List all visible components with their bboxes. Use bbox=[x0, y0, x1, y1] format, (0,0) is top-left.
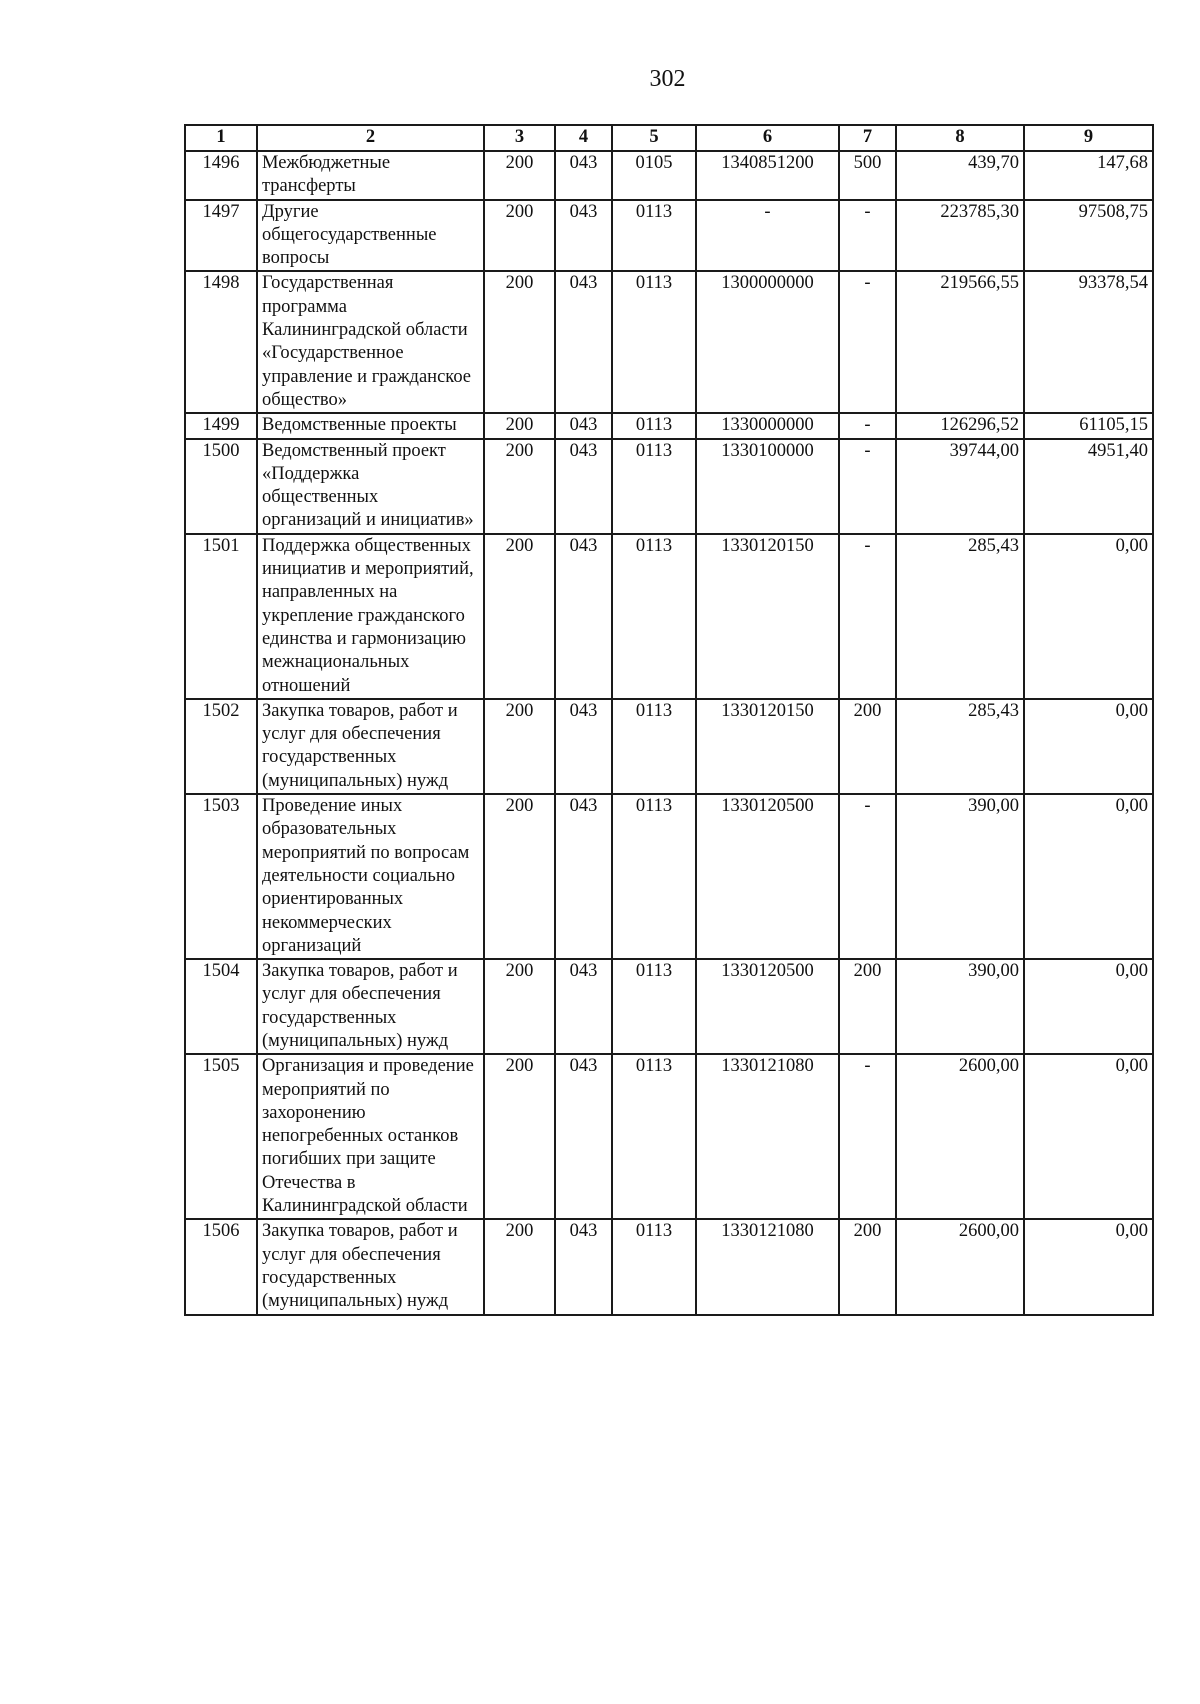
table-row bbox=[185, 413, 1153, 438]
row-name: Проведение иных образовательных мероприятий по вопросам деятельности социально ориентированных некоммерческих организаций bbox=[257, 794, 484, 959]
row-name: Закупка товаров, работ и услуг для обеспечения государственных (муниципальных) нужд bbox=[257, 1219, 484, 1314]
cell-col9: 0,00 bbox=[1024, 534, 1153, 699]
table-row bbox=[185, 794, 1153, 959]
cell-col6: - bbox=[696, 200, 839, 272]
cell-col3: 200 bbox=[484, 534, 555, 699]
cell-col4: 043 bbox=[555, 271, 612, 413]
cell-col6: 1330120500 bbox=[696, 959, 839, 1054]
cell-col8: 390,00 bbox=[896, 794, 1024, 959]
cell-col7: 200 bbox=[839, 959, 896, 1054]
cell-col4: 043 bbox=[555, 794, 612, 959]
cell-col7: 200 bbox=[839, 1219, 896, 1314]
cell-col6: 1330120150 bbox=[696, 699, 839, 794]
row-name: Закупка товаров, работ и услуг для обеспечения государственных (муниципальных) нужд bbox=[257, 699, 484, 794]
cell-col7: 200 bbox=[839, 699, 896, 794]
header-row bbox=[185, 125, 1153, 151]
cell-col6: 1330120150 bbox=[696, 534, 839, 699]
cell-col3: 200 bbox=[484, 439, 555, 534]
cell-col9: 0,00 bbox=[1024, 794, 1153, 959]
cell-col6: 1330120500 bbox=[696, 794, 839, 959]
cell-col8: 2600,00 bbox=[896, 1054, 1024, 1219]
table-row bbox=[185, 151, 1153, 200]
cell-col6: 1330121080 bbox=[696, 1219, 839, 1314]
cell-col5: 0113 bbox=[612, 794, 696, 959]
cell-col7: - bbox=[839, 271, 896, 413]
column-header: 5 bbox=[612, 125, 696, 151]
column-header: 3 bbox=[484, 125, 555, 151]
cell-col9: 93378,54 bbox=[1024, 271, 1153, 413]
cell-col5: 0113 bbox=[612, 1054, 696, 1219]
page-number: 302 bbox=[649, 66, 686, 92]
cell-col5: 0113 bbox=[612, 271, 696, 413]
cell-col5: 0113 bbox=[612, 439, 696, 534]
cell-col3: 200 bbox=[484, 200, 555, 272]
cell-col8: 223785,30 bbox=[896, 200, 1024, 272]
column-header: 8 bbox=[896, 125, 1024, 151]
cell-col4: 043 bbox=[555, 1054, 612, 1219]
cell-col6: 1300000000 bbox=[696, 271, 839, 413]
cell-col4: 043 bbox=[555, 959, 612, 1054]
row-number: 1500 bbox=[185, 439, 257, 534]
row-number: 1503 bbox=[185, 794, 257, 959]
table-row bbox=[185, 271, 1153, 413]
cell-col5: 0113 bbox=[612, 534, 696, 699]
column-header: 6 bbox=[696, 125, 839, 151]
cell-col5: 0113 bbox=[612, 959, 696, 1054]
cell-col9: 0,00 bbox=[1024, 1219, 1153, 1314]
cell-col8: 285,43 bbox=[896, 699, 1024, 794]
cell-col6: 1330121080 bbox=[696, 1054, 839, 1219]
cell-col7: - bbox=[839, 200, 896, 272]
table-row bbox=[185, 200, 1153, 272]
table-body bbox=[185, 151, 1153, 1315]
cell-col8: 390,00 bbox=[896, 959, 1024, 1054]
cell-col4: 043 bbox=[555, 439, 612, 534]
cell-col7: 500 bbox=[839, 151, 896, 200]
cell-col9: 97508,75 bbox=[1024, 200, 1153, 272]
cell-col4: 043 bbox=[555, 200, 612, 272]
cell-col5: 0105 bbox=[612, 151, 696, 200]
cell-col8: 219566,55 bbox=[896, 271, 1024, 413]
table-row bbox=[185, 1054, 1153, 1219]
cell-col4: 043 bbox=[555, 1219, 612, 1314]
row-number: 1505 bbox=[185, 1054, 257, 1219]
cell-col4: 043 bbox=[555, 534, 612, 699]
row-name: Ведомственный проект «Поддержка общественных организаций и инициатив» bbox=[257, 439, 484, 534]
cell-col4: 043 bbox=[555, 151, 612, 200]
row-number: 1506 bbox=[185, 1219, 257, 1314]
cell-col3: 200 bbox=[484, 151, 555, 200]
row-number: 1502 bbox=[185, 699, 257, 794]
cell-col3: 200 bbox=[484, 1219, 555, 1314]
cell-col7: - bbox=[839, 1054, 896, 1219]
row-name: Государственная программа Калининградской области «Государственное управление и гражданское общество» bbox=[257, 271, 484, 413]
cell-col9: 0,00 bbox=[1024, 699, 1153, 794]
table-row bbox=[185, 699, 1153, 794]
cell-col7: - bbox=[839, 413, 896, 438]
row-number: 1501 bbox=[185, 534, 257, 699]
cell-col7: - bbox=[839, 439, 896, 534]
cell-col9: 4951,40 bbox=[1024, 439, 1153, 534]
cell-col8: 2600,00 bbox=[896, 1219, 1024, 1314]
cell-col9: 147,68 bbox=[1024, 151, 1153, 200]
cell-col9: 61105,15 bbox=[1024, 413, 1153, 438]
column-header: 1 bbox=[185, 125, 257, 151]
cell-col3: 200 bbox=[484, 794, 555, 959]
row-name: Закупка товаров, работ и услуг для обеспечения государственных (муниципальных) нужд bbox=[257, 959, 484, 1054]
cell-col6: 1330000000 bbox=[696, 413, 839, 438]
table-row bbox=[185, 439, 1153, 534]
table-row bbox=[185, 1219, 1153, 1314]
column-header: 7 bbox=[839, 125, 896, 151]
cell-col7: - bbox=[839, 794, 896, 959]
row-name: Ведомственные проекты bbox=[257, 413, 484, 438]
cell-col3: 200 bbox=[484, 699, 555, 794]
table-row bbox=[185, 534, 1153, 699]
cell-col3: 200 bbox=[484, 271, 555, 413]
cell-col3: 200 bbox=[484, 1054, 555, 1219]
row-number: 1504 bbox=[185, 959, 257, 1054]
row-name: Поддержка общественных инициатив и мероприятий, направленных на укрепление гражданского единства и гармонизацию межнациональных отношений bbox=[257, 534, 484, 699]
cell-col3: 200 bbox=[484, 959, 555, 1054]
cell-col9: 0,00 bbox=[1024, 959, 1153, 1054]
cell-col5: 0113 bbox=[612, 1219, 696, 1314]
budget-table bbox=[184, 124, 1154, 1316]
cell-col5: 0113 bbox=[612, 699, 696, 794]
cell-col8: 285,43 bbox=[896, 534, 1024, 699]
cell-col8: 126296,52 bbox=[896, 413, 1024, 438]
cell-col6: 1340851200 bbox=[696, 151, 839, 200]
row-number: 1498 bbox=[185, 271, 257, 413]
row-name: Другие общегосударственные вопросы bbox=[257, 200, 484, 272]
row-name: Организация и проведение мероприятий по захоронению непогребенных останков погибших при защите Отечества в Калининградской области bbox=[257, 1054, 484, 1219]
cell-col7: - bbox=[839, 534, 896, 699]
row-number: 1499 bbox=[185, 413, 257, 438]
cell-col8: 39744,00 bbox=[896, 439, 1024, 534]
cell-col4: 043 bbox=[555, 413, 612, 438]
cell-col5: 0113 bbox=[612, 200, 696, 272]
cell-col8: 439,70 bbox=[896, 151, 1024, 200]
cell-col5: 0113 bbox=[612, 413, 696, 438]
cell-col6: 1330100000 bbox=[696, 439, 839, 534]
table-row bbox=[185, 959, 1153, 1054]
row-name: Межбюджетные трансферты bbox=[257, 151, 484, 200]
column-header: 4 bbox=[555, 125, 612, 151]
cell-col3: 200 bbox=[484, 413, 555, 438]
cell-col4: 043 bbox=[555, 699, 612, 794]
row-number: 1497 bbox=[185, 200, 257, 272]
column-header: 9 bbox=[1024, 125, 1153, 151]
column-header: 2 bbox=[257, 125, 484, 151]
cell-col9: 0,00 bbox=[1024, 1054, 1153, 1219]
row-number: 1496 bbox=[185, 151, 257, 200]
